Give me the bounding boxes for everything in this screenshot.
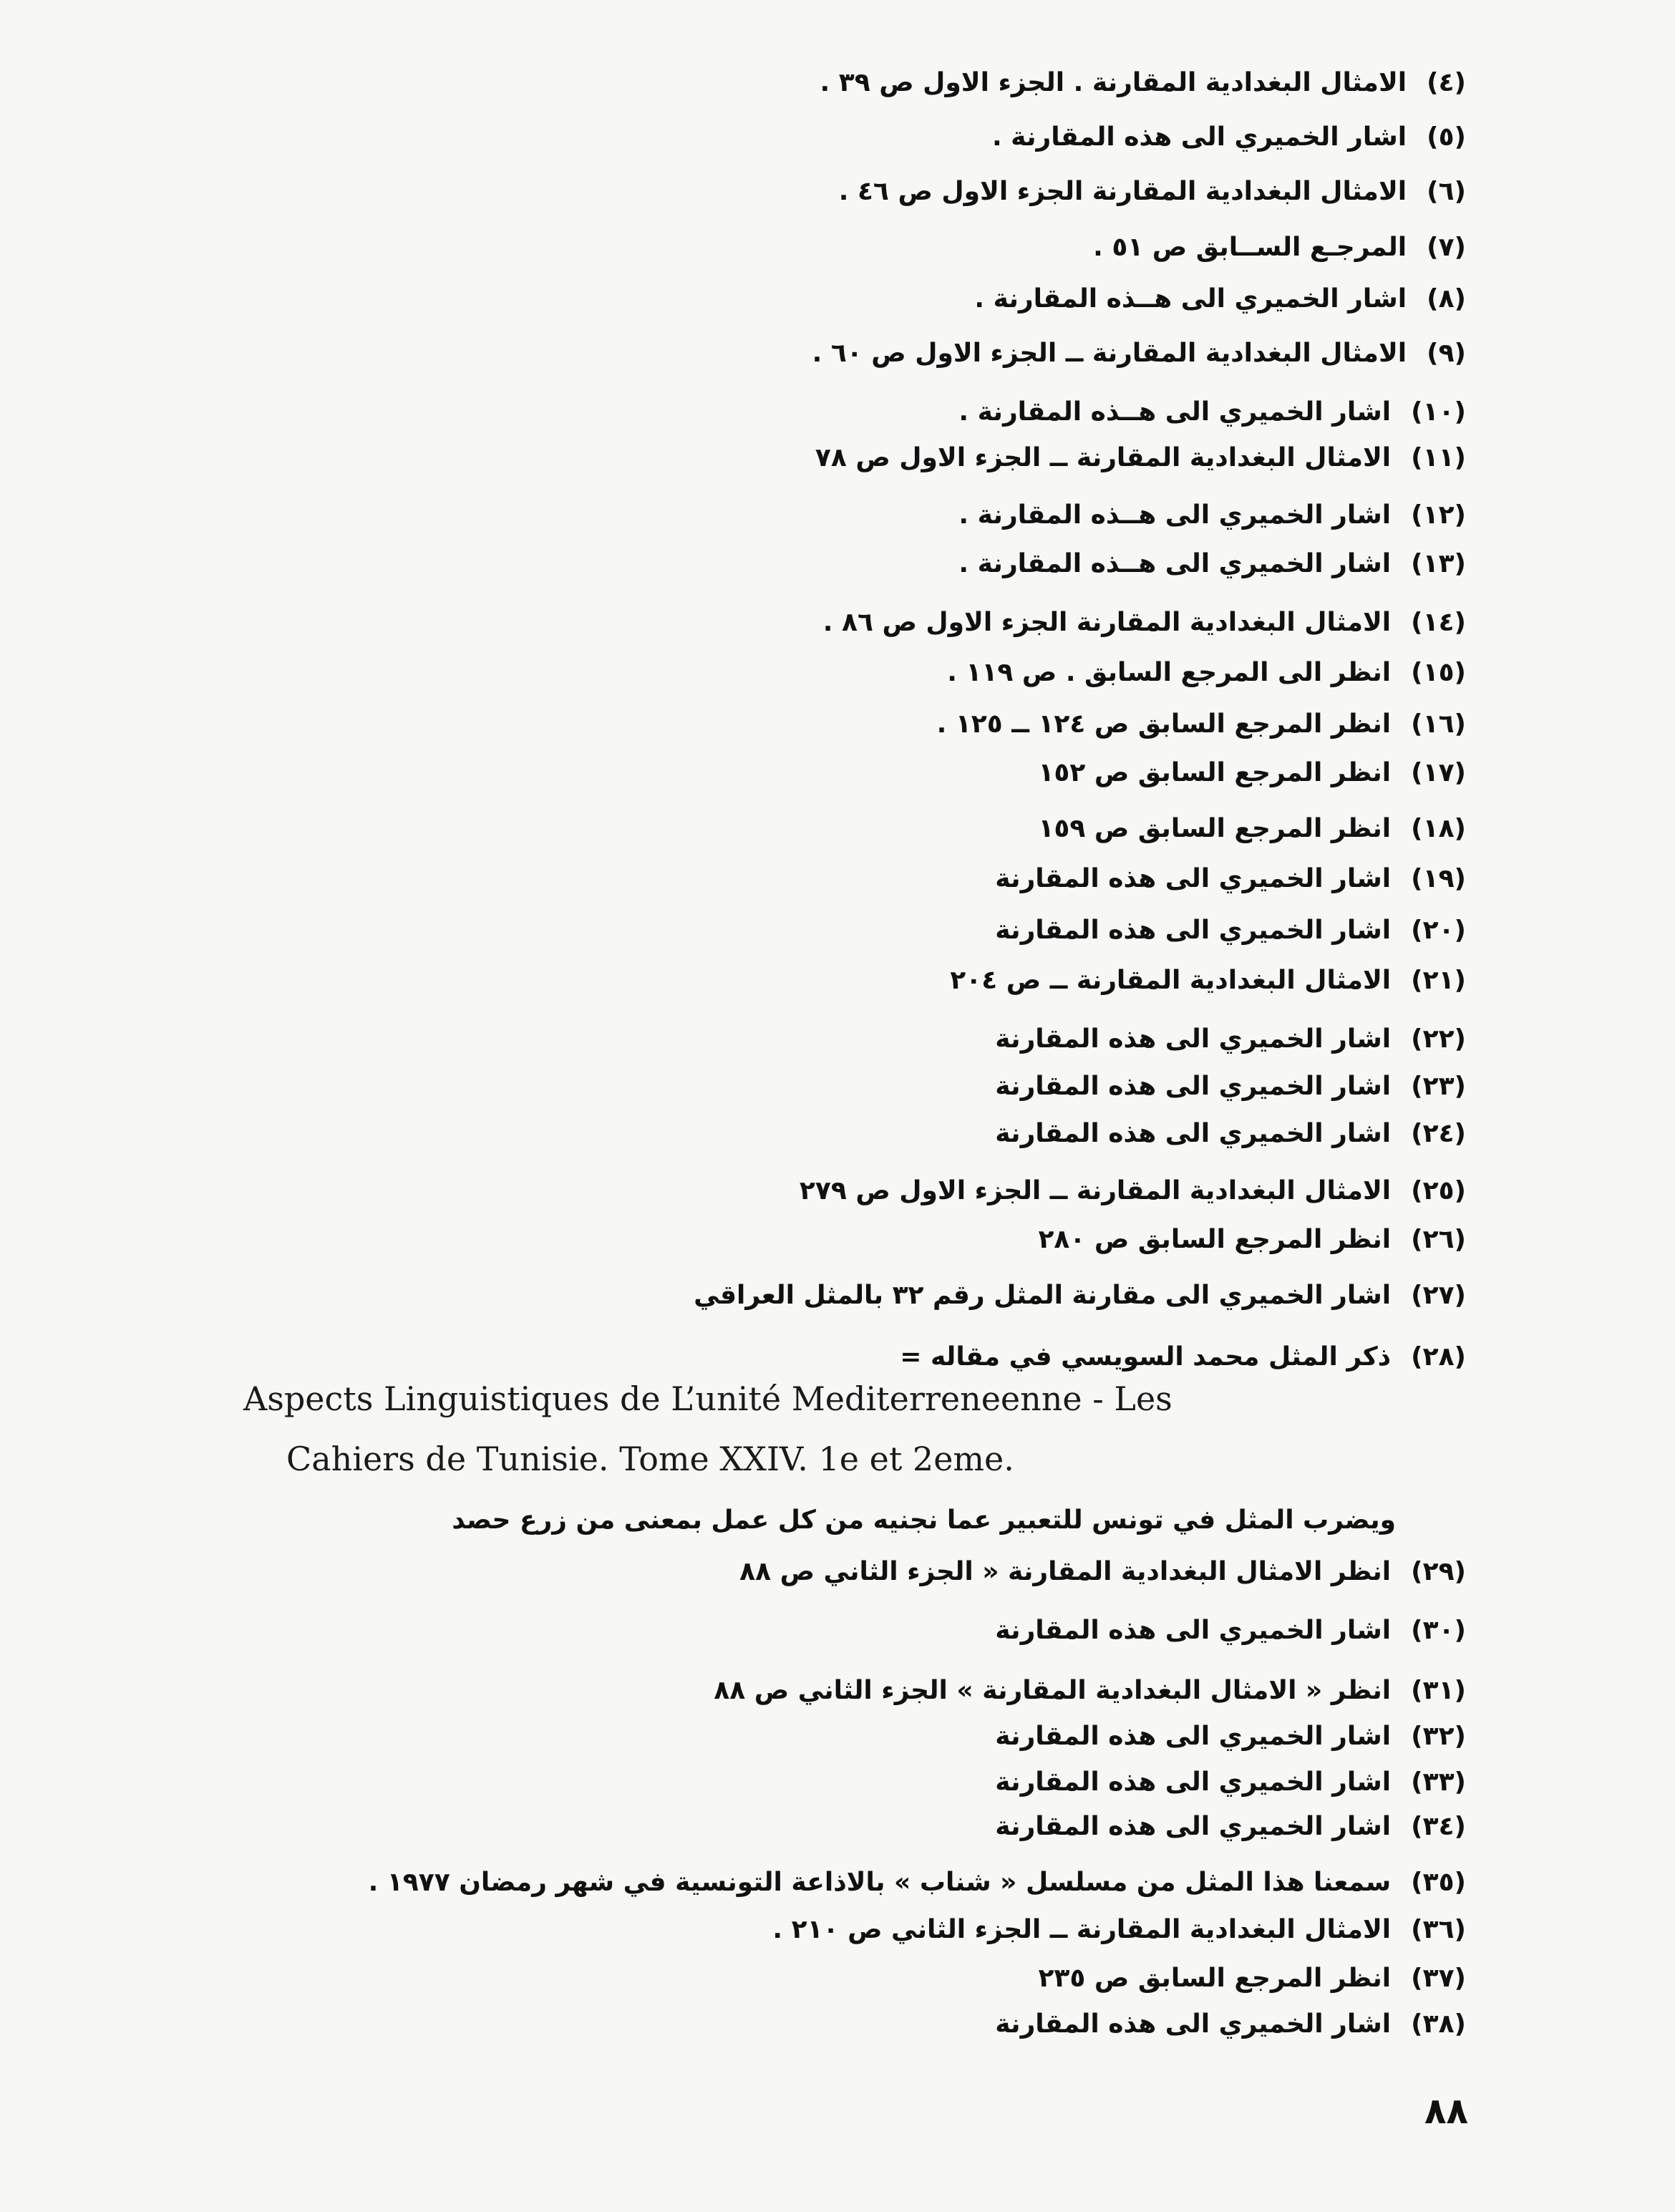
footnote-number: (٤)	[1427, 68, 1466, 97]
footnote-text: سمعنا هذا المثل من مسلسل « شناب » بالاذاعة التونسية في شهر رمضان ١٩٧٧ .	[368, 1868, 1392, 1897]
footnote-number: (٢٠)	[1411, 916, 1466, 945]
footnote-number: (٦)	[1427, 177, 1466, 206]
footnote-17	[1038, 753, 1466, 793]
footnote-number: (١٦)	[1411, 709, 1466, 739]
footnote-13	[958, 544, 1466, 584]
footnote-36	[772, 1910, 1466, 1950]
footnote-9	[812, 334, 1466, 374]
footnote-text: اشار الخميري الى هذه المقارنة	[995, 916, 1392, 945]
footnote-text: الامثال البغدادية المقارنة ــ الجزء الاول ص ٧٨	[815, 443, 1392, 472]
footnote-34	[995, 1807, 1466, 1847]
footnote-19	[995, 859, 1466, 899]
footnote-number: (١٧)	[1411, 758, 1466, 787]
footnote-25	[800, 1171, 1466, 1211]
footnote-number: (٣٠)	[1411, 1616, 1466, 1645]
footnote-text: المرجـع الســابق ص ٥١ .	[1093, 233, 1407, 262]
footnote-28	[900, 1337, 1466, 1377]
footnote-27	[694, 1276, 1466, 1316]
footnote-5	[992, 117, 1466, 157]
footnote-14	[823, 603, 1466, 643]
footnote-number: (٣٤)	[1411, 1812, 1466, 1841]
footnote-18	[1038, 809, 1466, 849]
footnote-29	[739, 1552, 1466, 1592]
footnote-number: (١٩)	[1411, 864, 1466, 893]
footnote-38	[995, 2004, 1466, 2044]
footnote-22	[995, 1019, 1466, 1059]
footnote-24	[995, 1114, 1466, 1154]
footnote-number: (٢٣)	[1411, 1072, 1466, 1101]
footnote-number: (٣٨)	[1411, 2009, 1466, 2039]
footnote-20	[995, 911, 1466, 951]
page-number: ٨٨	[1424, 2090, 1469, 2132]
footnote-number: (٢٨)	[1411, 1342, 1466, 1372]
footnote-12	[958, 495, 1466, 535]
footnote-number: (١٨)	[1411, 814, 1466, 843]
footnote-text: انظر الى المرجع السابق . ص ١١٩ .	[947, 658, 1392, 687]
footnote-number: (٣١)	[1411, 1676, 1466, 1705]
footnote-text: انظر المرجع السابق ص ١٥٢	[1038, 758, 1392, 787]
footnote-16	[937, 704, 1466, 744]
footnote-number: (٣٧)	[1411, 1964, 1466, 1993]
footnote-32	[995, 1717, 1466, 1757]
footnote-text: اشار الخميري الى هذه المقارنة	[995, 864, 1392, 893]
footnote-text: اشار الخميري الى هذه المقارنة .	[991, 122, 1407, 152]
citation-line-1: Aspects Linguistiques de L’unité Mediterreneenne - Les	[243, 1379, 1172, 1418]
footnote-text: اشار الخميري الى هذه المقارنة	[995, 1072, 1392, 1101]
footnote-number: (٣٢)	[1411, 1722, 1466, 1751]
footnote-33	[995, 1762, 1466, 1803]
footnote-text: اشار الخميري الى هذه المقارنة	[995, 1024, 1392, 1054]
footnote-text: اشار الخميري الى هــذه المقارنة .	[974, 284, 1407, 314]
footnote-number: (٨)	[1427, 284, 1466, 314]
footnote-text: انظر المرجع السابق ص ١٥٩	[1038, 814, 1392, 843]
footnote-text: الامثال البغدادية المقارنة ــ الجزء الاول ص ٦٠ .	[812, 339, 1407, 368]
footnote-number: (٢٩)	[1411, 1557, 1466, 1586]
footnote-text: اشار الخميري الى هــذه المقارنة .	[958, 549, 1392, 578]
footnote-text: الامثال البغدادية المقارنة ــ ص ٢٠٤	[950, 966, 1392, 995]
footnote-text: الامثال البغدادية المقارنة ــ الجزء الثاني ص ٢١٠ .	[772, 1915, 1392, 1944]
footnote-21	[950, 961, 1466, 1001]
footnote-23	[995, 1067, 1466, 1107]
footnote-text: الامثال البغدادية المقارنة الجزء الاول ص ٨٦ .	[822, 608, 1392, 637]
footnote-number: (٢١)	[1411, 966, 1466, 995]
footnote-text: ذكر المثل محمد السويسي في مقاله =	[900, 1342, 1392, 1372]
footnote-text: انظر الامثال البغدادية المقارنة « الجزء الثاني ص ٨٨	[739, 1557, 1392, 1586]
footnote-text: اشار الخميري الى مقارنة المثل رقم ٣٢ بالمثل العراقي	[694, 1281, 1392, 1310]
footnote-number: (٢٢)	[1411, 1024, 1466, 1054]
footnote-text: اشار الخميري الى هذه المقارنة	[995, 1119, 1392, 1148]
footnote-text: اشار الخميري الى هــذه المقارنة .	[958, 397, 1392, 427]
footnote-text: اشار الخميري الى هذه المقارنة	[995, 1812, 1392, 1841]
footnote-text: اشار الخميري الى هذه المقارنة	[995, 1767, 1392, 1797]
footnote-number: (٣٣)	[1411, 1767, 1466, 1797]
footnote-text: اشار الخميري الى هذه المقارنة	[995, 2009, 1392, 2039]
footnote-number: (١٢)	[1411, 500, 1466, 530]
footnote-30	[995, 1611, 1466, 1651]
footnote-31	[714, 1671, 1466, 1711]
footnote-number: (١١)	[1411, 443, 1466, 472]
footnote-4	[820, 63, 1466, 103]
footnote-number: (٩)	[1427, 339, 1466, 368]
footnote-number: (٢٧)	[1411, 1281, 1466, 1310]
footnote-number: (١٠)	[1411, 397, 1466, 427]
footnote-text: الامثال البغدادية المقارنة . الجزء الاول ص ٣٩ .	[820, 68, 1407, 97]
proverb-note: ويضرب المثل في تونس للتعبير عما نجنيه من كل عمل بمعنى من زرع حصد	[452, 1505, 1396, 1535]
footnote-text: انظر المرجع السابق ص ٢٣٥	[1038, 1964, 1392, 1993]
footnote-number: (١٤)	[1411, 608, 1466, 637]
footnote-text: انظر المرجع السابق ص ٢٨٠	[1038, 1225, 1392, 1254]
footnote-number: (٣٦)	[1411, 1915, 1466, 1944]
footnote-37	[1038, 1959, 1466, 1999]
footnote-number: (٧)	[1427, 233, 1466, 262]
footnote-number: (٣٥)	[1411, 1868, 1466, 1897]
footnote-text: انظر المرجع السابق ص ١٢٤ ــ ١٢٥ .	[936, 709, 1392, 739]
footnote-text: اشار الخميري الى هذه المقارنة	[995, 1616, 1392, 1645]
citation-line-2: Cahiers de Tunisie. Tome XXIV. 1e et 2eme.	[286, 1440, 1014, 1478]
footnote-number: (١٥)	[1411, 658, 1466, 687]
footnote-number: (٥)	[1427, 122, 1466, 152]
footnote-6	[839, 172, 1466, 212]
footnote-text: اشار الخميري الى هذه المقارنة	[995, 1722, 1392, 1751]
footnote-35	[369, 1863, 1466, 1903]
footnote-number: (١٣)	[1411, 549, 1466, 578]
footnote-8	[974, 279, 1466, 319]
footnote-text: اشار الخميري الى هــذه المقارنة .	[958, 500, 1392, 530]
footnote-15	[947, 653, 1466, 693]
footnote-11	[815, 438, 1466, 478]
footnote-7	[1093, 228, 1466, 268]
footnote-number: (٢٦)	[1411, 1225, 1466, 1254]
footnote-text: الامثال البغدادية المقارنة الجزء الاول ص ٤٦ .	[838, 177, 1407, 206]
footnote-number: (٢٥)	[1411, 1176, 1466, 1206]
footnote-26	[1038, 1220, 1466, 1260]
footnote-text: الامثال البغدادية المقارنة ــ الجزء الاول ص ٢٧٩	[799, 1176, 1392, 1206]
footnote-number: (٢٤)	[1411, 1119, 1466, 1148]
footnote-10	[958, 392, 1466, 432]
footnote-text: انظر « الامثال البغدادية المقارنة » الجزء الثاني ص ٨٨	[714, 1676, 1392, 1705]
